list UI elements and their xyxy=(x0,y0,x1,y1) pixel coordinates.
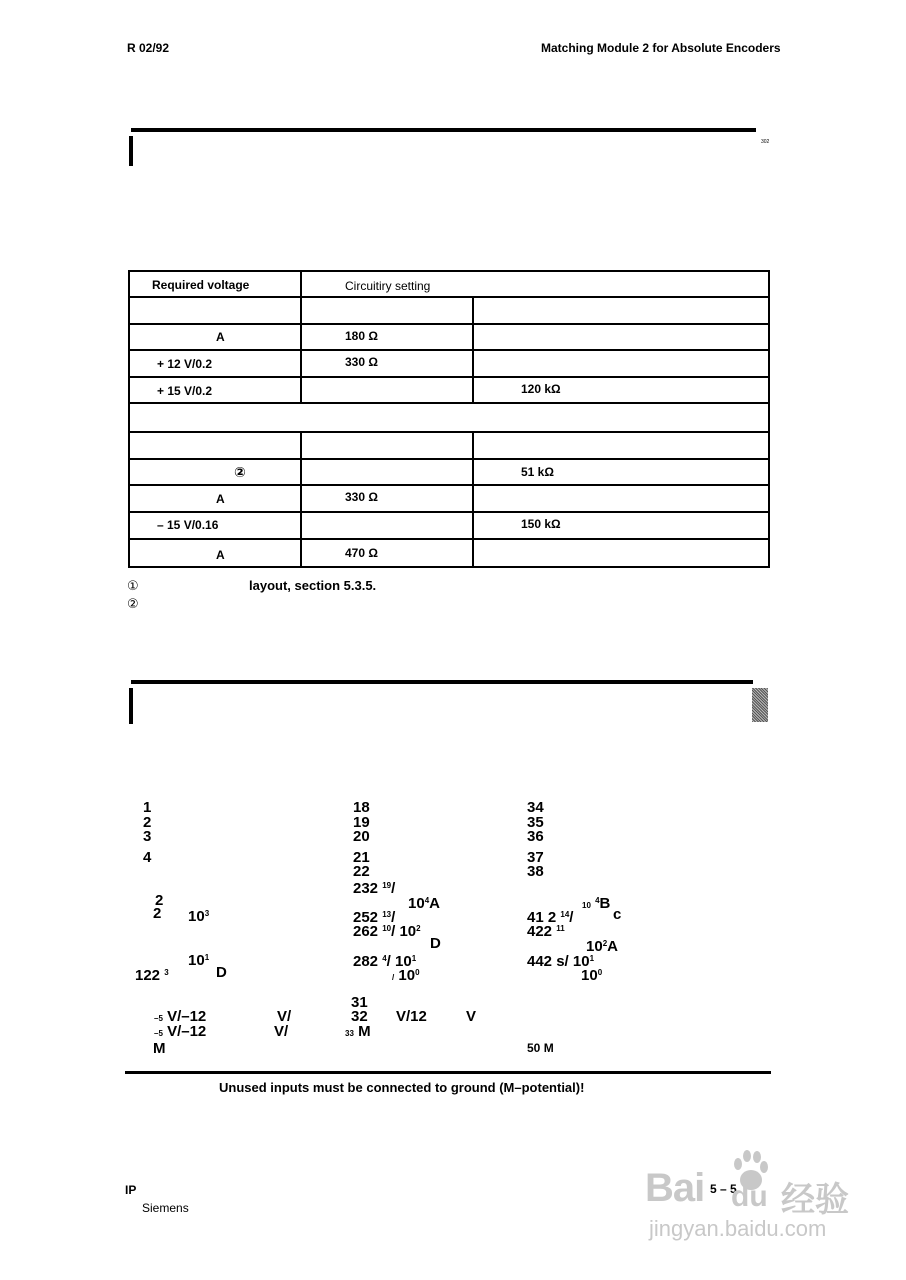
pin-text: $10^4A$ xyxy=(408,895,440,912)
pin-label: 4 xyxy=(143,849,152,866)
pin-text: $10^0$ xyxy=(581,967,603,984)
table-cell-resistor: 150 kΩ xyxy=(521,517,561,531)
pin-text: 262 $^{10}$/ $10^2$ xyxy=(353,923,421,940)
table-cell-voltage: A xyxy=(216,492,225,506)
pin-text: 252 $^{13}$/ xyxy=(353,909,396,926)
pin-label: 2 xyxy=(153,905,162,922)
watermark-url: jingyan.baidu.com xyxy=(649,1216,827,1241)
table-cell-footnote-mark: ② xyxy=(234,464,246,480)
table-cell-voltage: + 15 V/0.2 xyxy=(157,384,213,398)
pin-text: 122 $^3$ xyxy=(135,967,169,984)
pin-text: D xyxy=(216,964,227,981)
pin-label: 1 xyxy=(143,799,152,816)
watermark-brand-2: du xyxy=(731,1180,768,1213)
pin-text: 50 M xyxy=(527,1041,554,1055)
pin-text: D xyxy=(430,935,441,952)
pin-label: 32 xyxy=(351,1008,368,1025)
table-cell-resistor: 330 Ω xyxy=(345,355,378,369)
pin-text: $10^3$ xyxy=(188,908,210,925)
baidu-watermark xyxy=(645,1150,855,1250)
table-cell-resistor: 180 Ω xyxy=(345,329,378,343)
pin-text: $10^1$ xyxy=(188,952,210,969)
pin-label: 2 xyxy=(143,814,152,831)
footnote-mark-1: ① xyxy=(127,578,139,593)
pin-text: V/12 xyxy=(396,1008,427,1025)
section2-rule-left xyxy=(129,688,133,724)
footer-page-number: 5 – 5 xyxy=(710,1182,737,1196)
pin-text: V/ xyxy=(274,1023,289,1040)
pin-label: 3 xyxy=(143,828,152,845)
pin-text: V/ xyxy=(277,1008,292,1025)
pin-text: –5 V/–12 xyxy=(154,1008,207,1025)
pin-text: V xyxy=(466,1008,477,1025)
footer-company: Siemens xyxy=(142,1201,189,1215)
section-rule-top xyxy=(131,128,756,132)
pin-label: 36 xyxy=(527,828,544,845)
table-cell-resistor: 120 kΩ xyxy=(521,382,561,396)
table-cell-voltage: – 15 V/0.16 xyxy=(157,518,219,532)
pin-text: 10 $^4$B xyxy=(582,895,611,912)
pin-text: 282 $^4$/ $10^1$ xyxy=(353,953,417,970)
table-cell-voltage: A xyxy=(216,548,225,562)
voltage-setting-table xyxy=(128,270,770,568)
header-left-revision: R 02/92 xyxy=(127,41,170,55)
table-header-required-voltage: Required voltage xyxy=(152,278,250,292)
pin-label: 31 xyxy=(351,994,368,1011)
pin-label: 22 xyxy=(353,863,370,880)
watermark-cn: 经验 xyxy=(781,1181,849,1219)
table-cell-voltage: A xyxy=(216,330,225,344)
pin-label: 19 xyxy=(353,814,370,831)
section-rule-left xyxy=(129,136,133,166)
section-small-mark: 302 xyxy=(761,139,770,145)
header-right-title: Matching Module 2 for Absolute Encoders xyxy=(541,41,781,55)
pin-text: 442 s/ $10^1$ xyxy=(527,953,595,970)
footnote-text-1: layout, section 5.3.5. xyxy=(249,578,377,593)
table-cell-resistor: 330 Ω xyxy=(345,490,378,504)
pin-label: 2 xyxy=(155,892,164,909)
section2-shaded-block xyxy=(752,688,768,722)
pin-text: $10^2A$ xyxy=(586,938,618,955)
pin-text: / $10^0$ xyxy=(392,967,420,984)
pin-text: 33 M xyxy=(345,1023,371,1040)
pin-label: 21 xyxy=(353,849,370,866)
pin-label: 37 xyxy=(527,849,544,866)
table-cell-resistor: 470 Ω xyxy=(345,546,378,560)
pin-label: 38 xyxy=(527,863,544,880)
pin-text: 41 2 $^{14}$/ xyxy=(527,909,574,926)
pin-label: 20 xyxy=(353,828,370,845)
table-cell-resistor: 51 kΩ xyxy=(521,465,554,479)
pin-text: M xyxy=(153,1040,166,1057)
pin-label: 34 xyxy=(527,799,544,816)
pin-text: c xyxy=(613,906,622,923)
table-header-circuitry-setting: Circuitiry setting xyxy=(345,279,431,293)
footnote-mark-2: ② xyxy=(127,596,139,611)
pin-text: 232 $^{19}$/ xyxy=(353,880,396,897)
pin-label: 35 xyxy=(527,814,544,831)
watermark-brand: Bai xyxy=(645,1166,705,1210)
pin-text: 422 $^{11}$ xyxy=(527,923,565,940)
unused-inputs-note: Unused inputs must be connected to ground (M–potential)! xyxy=(219,1080,585,1095)
bottom-rule xyxy=(125,1071,771,1074)
pin-text: –5 V/–12 xyxy=(154,1023,207,1040)
table-cell-voltage: + 12 V/0.2 xyxy=(157,357,213,371)
pin-label: 18 xyxy=(353,799,370,816)
section2-rule-top xyxy=(131,680,753,684)
footer-ip: IP xyxy=(125,1183,137,1197)
